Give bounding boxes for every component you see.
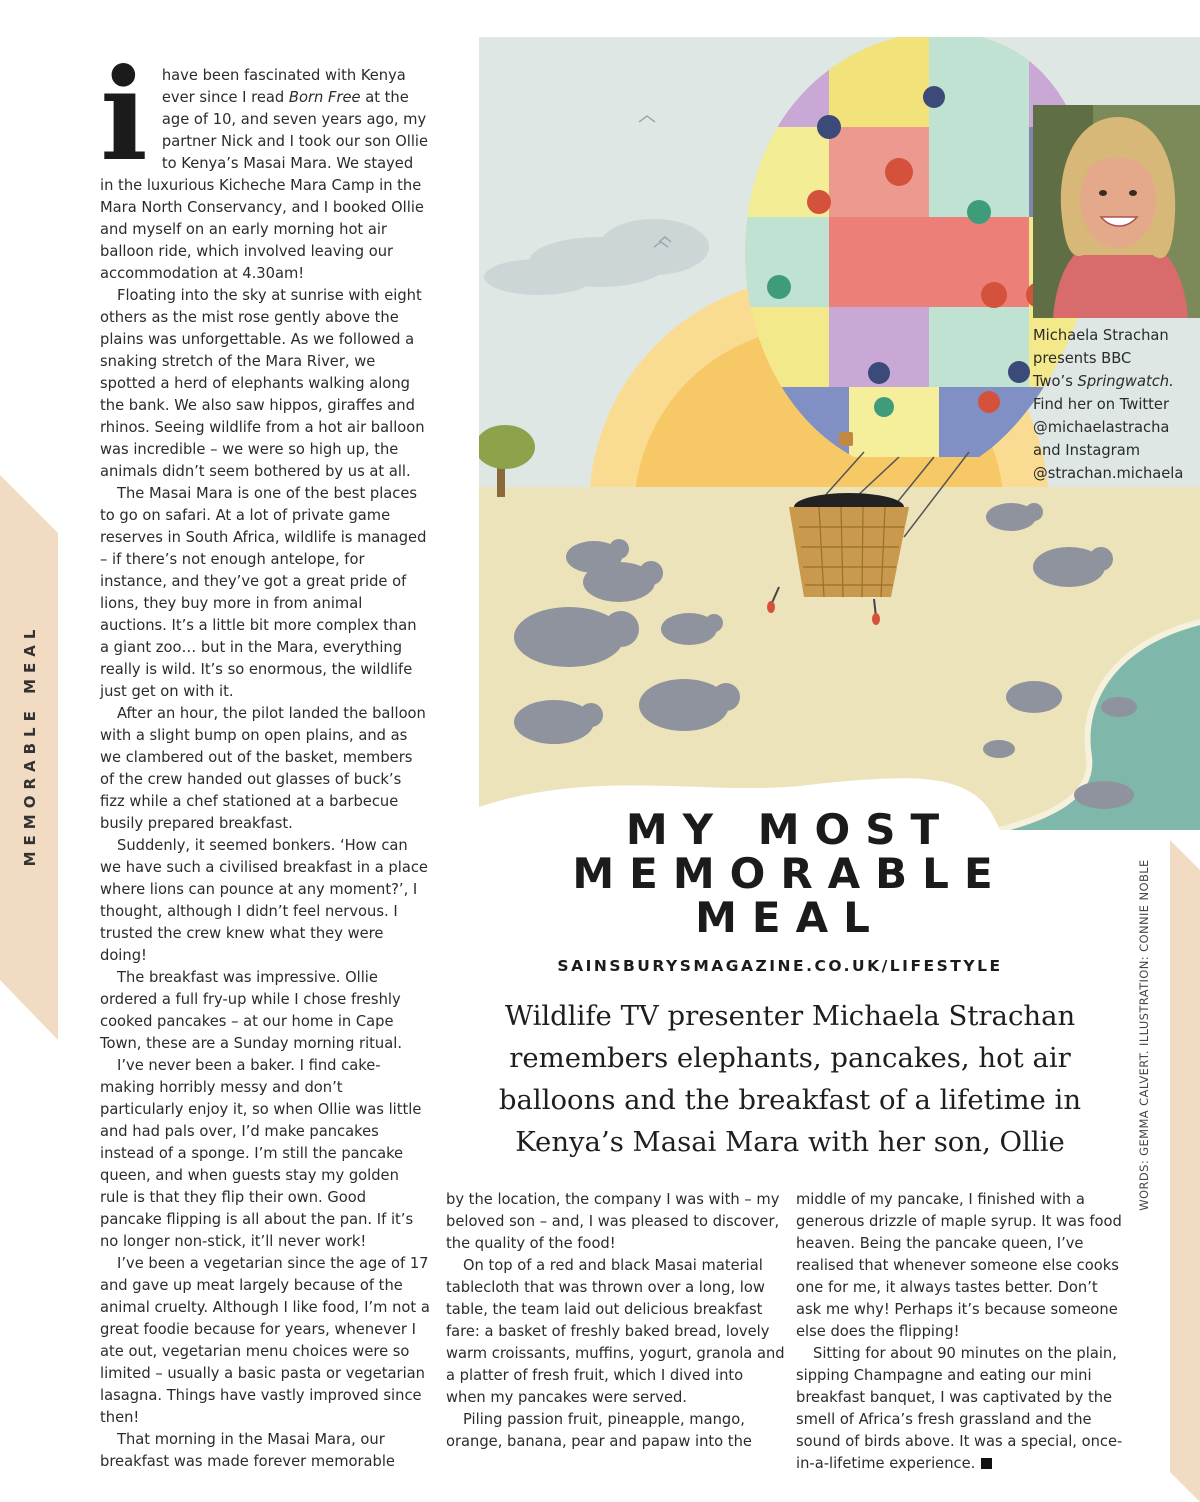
- paragraph-text: at the age of 10, and seven years ago, my partner Nick and I took our son Ollie to Kenya’s Masai Mara. We stayed in the luxurious Kicheche Mara Camp in the Mara North Conservancy, and I booked Ollie and myself on an early morning hot air balloon ride, which involved leaving our accommodation at 4.30am!: [100, 89, 429, 282]
- drop-cap: i: [100, 41, 148, 189]
- standfirst-line: balloons and the breakfast of a lifetime in: [498, 1084, 1082, 1116]
- article-paragraph: I’ve been a vegetarian since the age of 17 and gave up meat largely because of the animal cruelty. Although I like food, I’m not a great foodie because for years, whenever I ate out, vegetarian menu choices were so limited – usually a basic pasta or vegetarian lasagna. Things have vastly improved since then!: [100, 1255, 430, 1426]
- title-line: MY MOST: [625, 805, 955, 854]
- article-column-2: [446, 1189, 786, 1453]
- title-line: MEMORABLE: [572, 849, 1008, 898]
- credits-text: WORDS: GEMMA CALVERT. ILLUSTRATION: CONNIE NOBLE: [1137, 859, 1151, 1211]
- book-title: Born Free: [288, 89, 361, 106]
- caption-line: and Instagram: [1033, 442, 1141, 459]
- instagram-handle[interactable]: @strachan.michaela: [1033, 465, 1184, 482]
- paragraph-text: have been fascinated with Kenya ever since I read: [161, 67, 406, 106]
- standfirst-line: Kenya’s Masai Mara with her son, Ollie: [515, 1126, 1065, 1158]
- article-paragraph: middle of my pancake, I finished with a generous drizzle of maple syrup. It was food heaven. Being the pancake queen, I’ve realised that whenever someone else cooks one for me, it always tastes better. Don’t ask me why! Perhaps it’s because someone else does the flipping!: [796, 1191, 1122, 1340]
- credits: [1130, 859, 1158, 1211]
- article-paragraph: Floating into the sky at sunrise with eight others as the mist rose gently above the plains was unforgettable. As we followed a snaking stretch of the Mara River, we spotted a herd of elephants walking along the bank. We also saw hippos, giraffes and rhinos. Seeing wildlife from a hot air balloon was incredible – we were so high up, the animals didn’t seem bothered by us at all.: [100, 287, 425, 480]
- magazine-url[interactable]: SAINSBURYSMAGAZINE.CO.UK/LIFESTYLE: [557, 957, 1003, 975]
- article-paragraph: by the location, the company I was with – my beloved son – and, I was pleased to discover, the quality of the food!: [446, 1191, 780, 1252]
- article-paragraph: That morning in the Masai Mara, our breakfast was made forever memorable: [100, 1431, 395, 1470]
- article-paragraph: The breakfast was impressive. Ollie ordered a full fry-up while I chose freshly cooked pancakes – at our home in Cape Town, these are a Sunday morning ritual.: [100, 969, 402, 1052]
- article-paragraph: After an hour, the pilot landed the balloon with a slight bump on open plains, and as we clambered out of the basket, members of the crew handed out glasses of buck’s fizz while a chef stationed at a barbecue busily prepared breakfast.: [100, 705, 426, 832]
- paragraph-text: Sitting for about 90 minutes on the plain, sipping Champagne and eating our mini breakfast banquet, I was captivated by the smell of Africa’s fresh grassland and the sound of birds above. It was a special, once-in-a-lifetime experience.: [796, 1345, 1123, 1472]
- standfirst-line: Wildlife TV presenter Michaela Strachan: [504, 1000, 1076, 1032]
- caption-line: [1033, 370, 1200, 393]
- article-paragraph: [796, 1343, 1126, 1475]
- article-paragraph: Piling passion fruit, pineapple, mango, orange, banana, pear and papaw into the: [446, 1411, 752, 1450]
- caption-line-prefix: Two’s: [1033, 373, 1078, 390]
- article-paragraph: On top of a red and black Masai material tablecloth that was thrown over a long, low table, the team laid out delicious breakfast fare: a basket of freshly baked bread, lovely warm croissants, muffins, yogurt, granola and a platter of fresh fruit, which I dived into when my pancakes were served.: [446, 1257, 785, 1406]
- article-paragraph: [100, 41, 430, 285]
- caption-line: Find her on Twitter: [1033, 396, 1169, 413]
- standfirst: [470, 995, 1110, 1163]
- end-mark-icon: [981, 1458, 992, 1469]
- section-label-text: MEMORABLE MEAL: [21, 623, 39, 867]
- article-paragraph: I’ve never been a baker. I find cake-making horribly messy and don’t particularly enjoy it, so when Ollie was little and had pals over, I’d make pancakes instead of a sponge. I’m still the pancake queen, and when guests stay my golden rule is that they flip their own. Good pancake flipping is all about the pan. If it’s no longer non-stick, it’ll never work!: [100, 1057, 422, 1250]
- caption-show-title: Springwatch.: [1077, 373, 1174, 390]
- twitter-handle[interactable]: @michaelastracha: [1033, 419, 1170, 436]
- presenter-portrait: [1033, 105, 1200, 318]
- decorative-right-chevron: [1170, 840, 1200, 1502]
- title-line: MEAL: [695, 893, 885, 942]
- article-column-1: [100, 41, 430, 1473]
- section-label: [2, 545, 58, 945]
- portrait-caption: [1033, 324, 1200, 485]
- caption-line: Michaela Strachan: [1033, 327, 1169, 344]
- standfirst-line: remembers elephants, pancakes, hot air: [509, 1042, 1071, 1074]
- article-paragraph: The Masai Mara is one of the best places to go on safari. At a lot of private game reserves in South Africa, wildlife is managed – if there’s not enough antelope, for instance, and they’ve got a great pride of lions, they buy more in from animal auctions. It’s a little bit more complex than a giant zoo… but in the Mara, everything really is wild. It’s so enormous, the wildlife just get on with it.: [100, 485, 427, 700]
- caption-line: presents BBC: [1033, 350, 1132, 367]
- article-column-3: [796, 1189, 1126, 1475]
- article-paragraph: Suddenly, it seemed bonkers. ‘How can we have such a civilised breakfast in a place where lions can pounce at any moment?’, I thought, although I didn’t feel nervous. I trusted the crew knew what they were doing!: [100, 837, 428, 964]
- page-title: [520, 805, 1060, 942]
